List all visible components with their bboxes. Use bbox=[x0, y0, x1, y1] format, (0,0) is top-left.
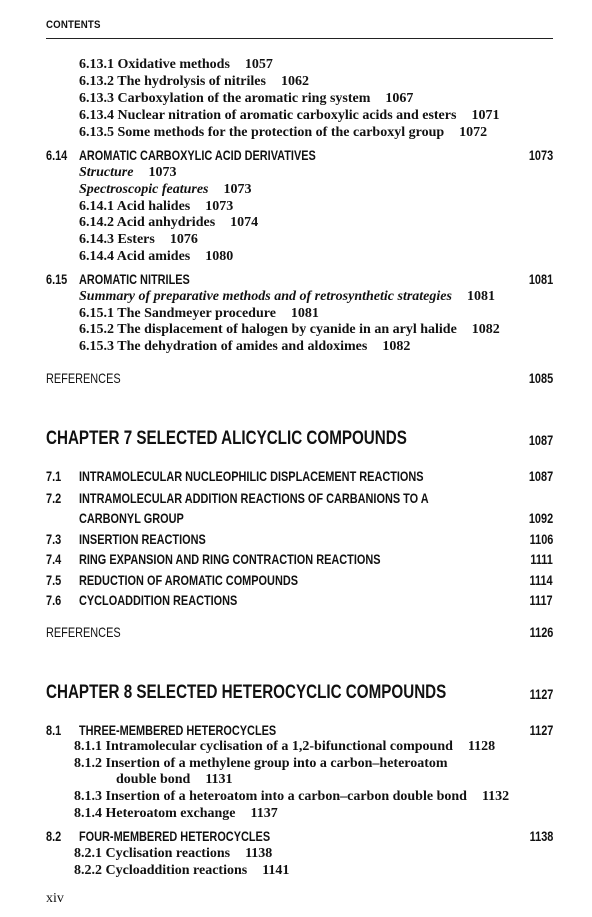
toc-entry-page: 1141 bbox=[262, 863, 290, 878]
toc-entry-title: 8.1.3 Insertion of a heteroatom into a carbon–carbon double bond bbox=[74, 789, 467, 804]
toc-entry-title: 6.14.3 Esters bbox=[79, 232, 155, 247]
toc-entry-title: 6.13.5 Some methods for the protection of the carboxyl group bbox=[79, 125, 445, 140]
toc-entry-title: 8.2.2 Cycloaddition reactions bbox=[74, 863, 248, 878]
toc-entry-page: 1080 bbox=[205, 249, 234, 264]
toc-entry-page: 1081 bbox=[290, 306, 319, 321]
section-number: 7.4 bbox=[46, 551, 62, 567]
section-title: REDUCTION OF AROMATIC COMPOUNDS bbox=[79, 572, 298, 588]
toc-entry-page: 1131 bbox=[205, 772, 233, 787]
references-label: REFERENCES bbox=[46, 624, 121, 640]
page-number: 1081 bbox=[528, 271, 553, 287]
section-title: AROMATIC NITRILES bbox=[79, 271, 190, 287]
toc-entry-page: 1073 bbox=[148, 165, 177, 180]
toc-entry-page: 1128 bbox=[467, 739, 496, 754]
toc-entry-page: 1062 bbox=[280, 74, 309, 89]
toc-entry-title: 6.13.4 Nuclear nitration of aromatic carboxylic acids and esters bbox=[79, 108, 457, 123]
toc-entry-page: 1073 bbox=[205, 199, 234, 214]
toc-entry-title: 6.15.1 The Sandmeyer procedure bbox=[79, 306, 276, 321]
section-title: FOUR-MEMBERED HETEROCYCLES bbox=[79, 828, 271, 844]
toc-entry-title: 6.14.2 Acid anhydrides bbox=[79, 215, 216, 230]
section-number: 7.5 bbox=[46, 572, 62, 588]
toc-entry-page: 1082 bbox=[471, 322, 500, 337]
page-number: 1138 bbox=[529, 828, 553, 844]
page-number: 1085 bbox=[528, 370, 553, 386]
page-number: 1117 bbox=[529, 592, 553, 608]
toc-entry-page: 1137 bbox=[250, 806, 278, 821]
toc-entry-title: double bond bbox=[116, 772, 191, 787]
toc-entry-italic-title: Summary of preparative methods and of retrosynthetic strategies bbox=[79, 289, 452, 304]
toc-entry-page: 1073 bbox=[223, 182, 252, 197]
toc-entry-page: 1071 bbox=[471, 108, 500, 123]
toc-entry-italic-title: Spectroscopic features bbox=[79, 182, 209, 197]
toc-entry-title: 8.2.1 Cyclisation reactions bbox=[74, 846, 231, 861]
toc-entry-page: 1057 bbox=[244, 57, 273, 72]
toc-entry-title: 8.1.4 Heteroatom exchange bbox=[74, 806, 236, 821]
section-number: 8.2 bbox=[46, 828, 62, 844]
toc-entry-page: 1072 bbox=[459, 125, 488, 140]
section-number: 6.15 bbox=[46, 271, 68, 287]
page-number: 1126 bbox=[529, 624, 553, 640]
references-label: REFERENCES bbox=[46, 370, 121, 386]
toc-entry-title: 6.13.1 Oxidative methods bbox=[79, 57, 230, 72]
page-number: 1127 bbox=[529, 686, 553, 702]
toc-entry-title: 6.14.1 Acid halides bbox=[79, 199, 191, 214]
toc-entry-title: 8.1.2 Insertion of a methylene group into a carbon–heteroatom bbox=[74, 756, 448, 771]
chapter-title: CHAPTER 8 SELECTED HETEROCYCLIC COMPOUNDS bbox=[46, 682, 447, 703]
chapter-title: CHAPTER 7 SELECTED ALICYCLIC COMPOUNDS bbox=[46, 428, 407, 449]
page-number: 1087 bbox=[528, 432, 553, 448]
section-title: THREE-MEMBERED HETEROCYCLES bbox=[79, 722, 277, 738]
page-number-footer: xiv bbox=[46, 891, 64, 906]
toc-entry-page: 1067 bbox=[385, 91, 414, 106]
running-header: CONTENTS bbox=[46, 19, 101, 31]
toc-entry-page: 1082 bbox=[382, 339, 411, 354]
section-number: 6.14 bbox=[46, 147, 68, 163]
section-title: INTRAMOLECULAR ADDITION REACTIONS OF CARBANIONS TO A bbox=[79, 490, 429, 506]
section-title: RING EXPANSION AND RING CONTRACTION REACTIONS bbox=[79, 551, 381, 567]
page-number: 1073 bbox=[528, 147, 553, 163]
section-title: AROMATIC CARBOXYLIC ACID DERIVATIVES bbox=[79, 147, 316, 163]
toc-entry-italic-title: Structure bbox=[79, 165, 134, 180]
page-number: 1111 bbox=[530, 551, 553, 567]
page-number: 1092 bbox=[528, 510, 553, 526]
section-title: INSERTION REACTIONS bbox=[79, 531, 206, 547]
toc-entry-page: 1132 bbox=[481, 789, 510, 804]
section-title-continued: CARBONYL GROUP bbox=[79, 510, 184, 526]
toc-entry-page: 1074 bbox=[230, 215, 259, 230]
page-number: 1127 bbox=[529, 722, 553, 738]
toc-entry-title: 6.13.3 Carboxylation of the aromatic ring system bbox=[79, 91, 371, 106]
header-rule bbox=[46, 38, 553, 39]
page-number: 1087 bbox=[528, 468, 553, 484]
toc-entry-page: 1076 bbox=[169, 232, 198, 247]
toc-entry-title: 6.14.4 Acid amides bbox=[79, 249, 191, 264]
section-number: 8.1 bbox=[46, 722, 62, 738]
toc-entry-title: 6.15.3 The dehydration of amides and aldoximes bbox=[79, 339, 368, 354]
page-number: 1114 bbox=[529, 572, 553, 588]
toc-entry-title: 8.1.1 Intramolecular cyclisation of a 1,2-bifunctional compound bbox=[74, 739, 453, 754]
section-title: CYCLOADDITION REACTIONS bbox=[79, 592, 238, 608]
section-number: 7.1 bbox=[46, 468, 62, 484]
toc-entry-page: 1081 bbox=[466, 289, 495, 304]
section-title: INTRAMOLECULAR NUCLEOPHILIC DISPLACEMENT REACTIONS bbox=[79, 468, 424, 484]
toc-entry-page: 1138 bbox=[245, 846, 273, 861]
section-number: 7.2 bbox=[46, 490, 62, 506]
page-number: 1106 bbox=[529, 531, 553, 547]
toc-entry-title: 6.15.2 The displacement of halogen by cyanide in an aryl halide bbox=[79, 322, 457, 337]
section-number: 7.6 bbox=[46, 592, 62, 608]
toc-entry-title: 6.13.2 The hydrolysis of nitriles bbox=[79, 74, 266, 89]
section-number: 7.3 bbox=[46, 531, 62, 547]
